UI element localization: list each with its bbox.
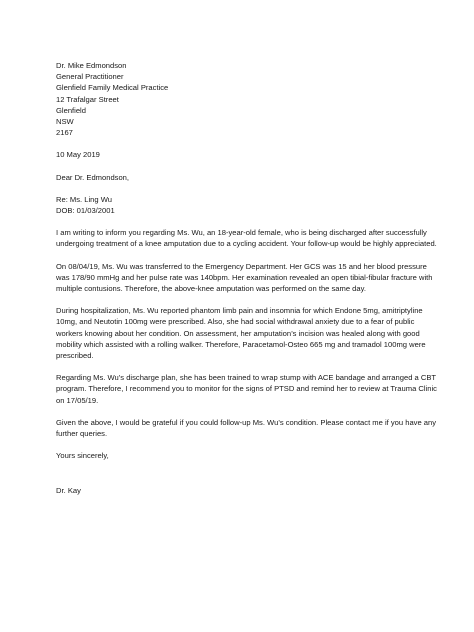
re-dob: DOB: 01/03/2001 <box>56 206 115 216</box>
recipient-practice: Glenfield Family Medical Practice <box>56 83 169 93</box>
paragraph-emergency: On 08/04/19, Ms. Wu was transferred to the Emergency Department. Her GCS was 15 and her blood pressure was 178/90 mmHg and her pulse rate was 140bpm. Her examination revealed an open tibial-fibular fracture with multiple contusions. Therefore, the above-knee amputation was performed on the same day. <box>56 261 433 294</box>
signature: Dr. Kay <box>56 486 81 496</box>
recipient-role: General Practitioner <box>56 72 124 82</box>
paragraph-intro: I am writing to inform you regarding Ms. Wu, an 18-year-old female, who is being discharged after successfully undergoing treatment of a knee amputation due to a cycling accident. Your follow-up would be highly appreciated. <box>56 228 437 249</box>
paragraph-hospitalization: During hospitalization, Ms. Wu reported phantom limb pain and insomnia for which Endone 5mg, amitriptyline 10mg, and Neutotin 100mg were prescribed. Also, she had social withdrawal anxiety due to a fear of public workers knowing about her condition. On assessment, her amputation’s incision was healed along with good mobility which assisted with a rolling walker. Therefore, Paracetamol-Osteo 665 mg and tramadol 100mg were prescribed. <box>56 306 426 361</box>
re-block <box>56 194 438 216</box>
re-line: Re: Ms. Ling Wu <box>56 194 112 204</box>
recipient-street: 12 Trafalgar Street <box>56 94 119 104</box>
recipient-postcode: 2167 <box>56 128 73 138</box>
paragraph-discharge-plan: Regarding Ms. Wu’s discharge plan, she has been trained to wrap stump with ACE bandage and arranged a CBT program. Therefore, I recommend you to monitor for the signs of PTSD and remind her to review at Trauma Clinic on 17/05/19. <box>56 373 437 405</box>
recipient-suburb: Glenfield <box>56 105 86 115</box>
paragraph-closing-request: Given the above, I would be grateful if you could follow-up Ms. Wu’s condition. Please contact me if you have any further queries. <box>56 417 437 439</box>
recipient-state: NSW <box>56 117 74 127</box>
letter-date: 10 May 2019 <box>56 150 100 160</box>
closing: Yours sincerely, <box>56 451 109 461</box>
recipient-address <box>56 60 438 138</box>
salutation: Dear Dr. Edmondson, <box>56 172 130 182</box>
recipient-name: Dr. Mike Edmondson <box>56 61 127 70</box>
